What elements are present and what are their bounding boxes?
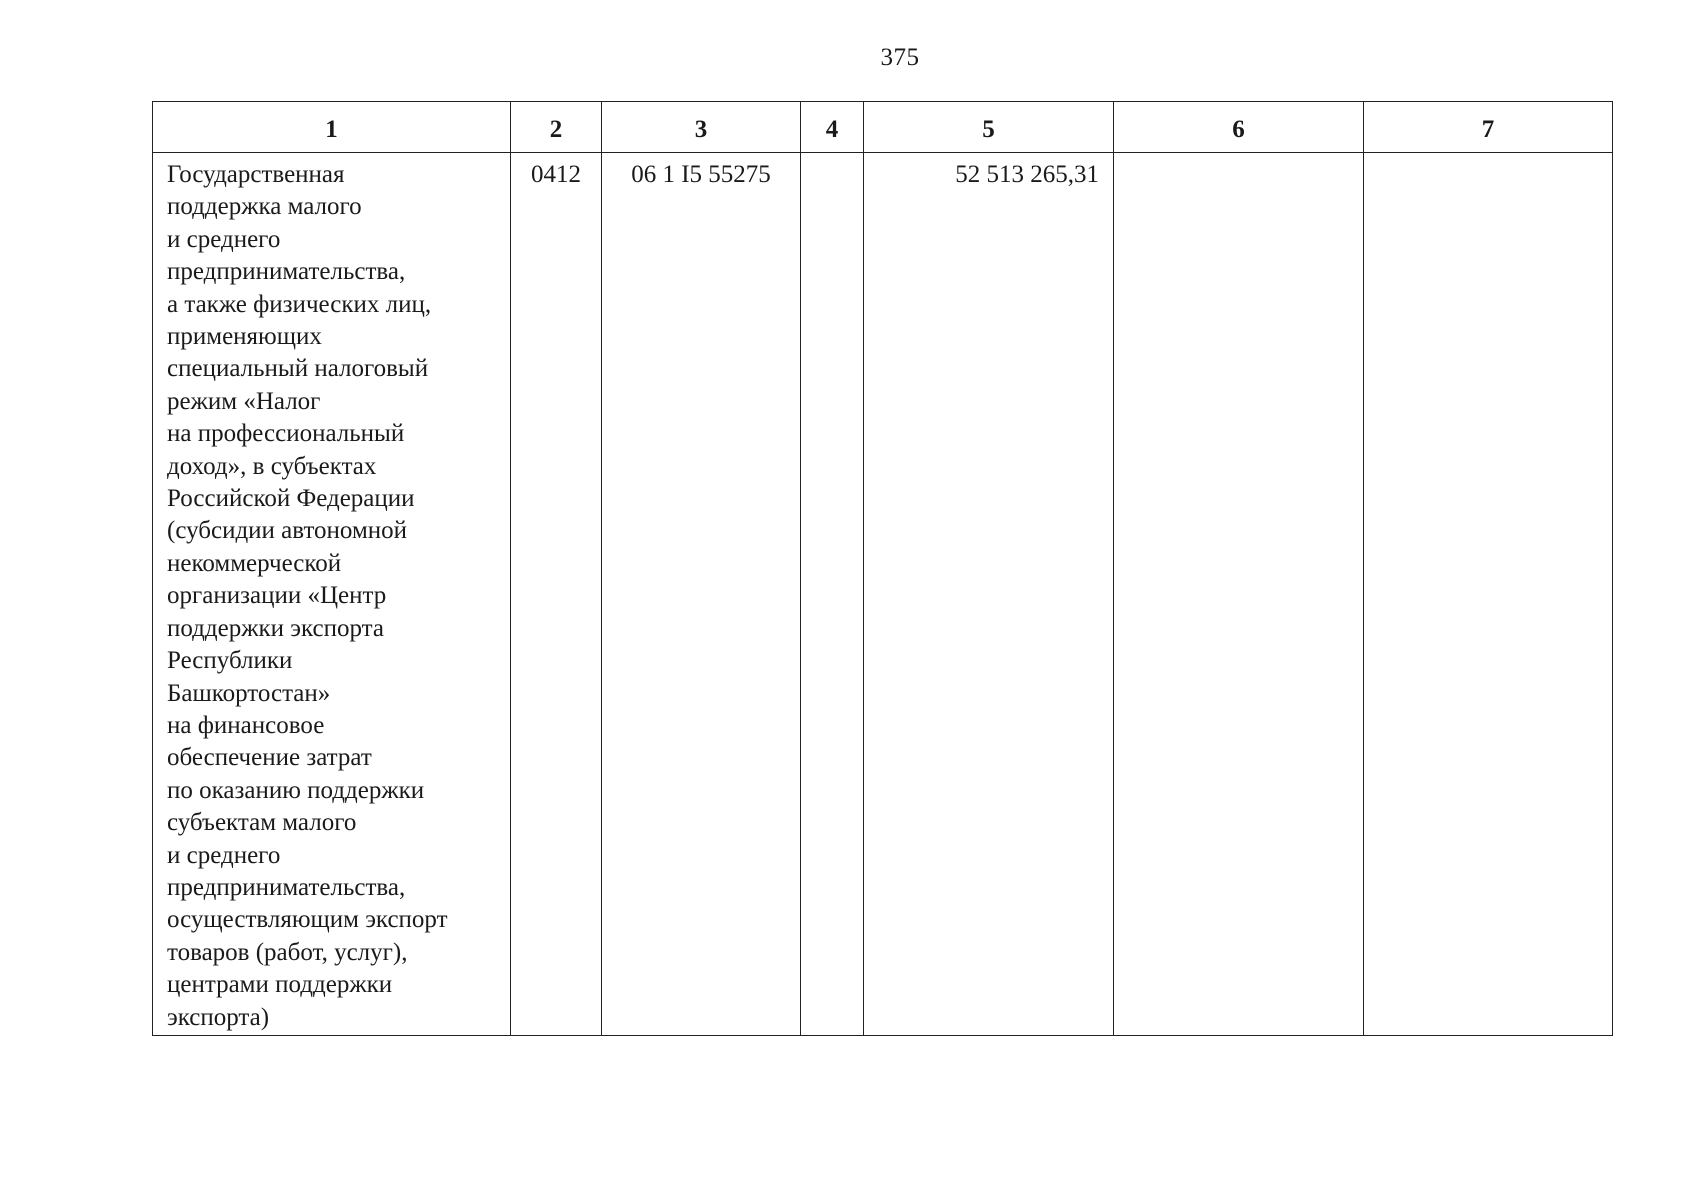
expense-name-cell	[153, 153, 511, 1036]
expense-name-line: Российской Федерации	[167, 485, 415, 513]
expense-name-line: по оказанию поддержки	[167, 776, 425, 804]
table-header-row	[153, 102, 1613, 153]
amount-cell-col6	[1114, 153, 1364, 1036]
expense-name-line: осуществляющим экспорт	[167, 906, 448, 934]
expense-name-line: предпринимательства,	[167, 258, 406, 286]
expense-name-line: и среднего	[167, 225, 281, 253]
expense-name-line: организации «Центр	[167, 582, 387, 610]
expense-name-line: доход», в субъектах	[167, 452, 377, 480]
column-header-6: 6	[1114, 102, 1364, 153]
page-number: 375	[880, 44, 920, 71]
expense-name-line: а также физических лиц,	[167, 290, 432, 318]
expense-name-line: специальный налоговый	[167, 355, 429, 383]
column-header-3: 3	[602, 102, 801, 153]
expense-name-line: (субсидии автономной	[167, 517, 408, 545]
expense-name-line: некоммерческой	[167, 549, 342, 577]
section-code-cell: 0412	[511, 153, 602, 1036]
amount-cell-col7	[1364, 153, 1613, 1036]
expense-name-line: обеспечение затрат	[167, 744, 372, 772]
expense-name-line: и среднего	[167, 841, 281, 869]
expense-name-line: Республики	[167, 647, 293, 675]
expense-name-line: центрами поддержки	[167, 971, 393, 999]
table-row	[153, 153, 1613, 1036]
expense-name-line: товаров (работ, услуг),	[167, 938, 408, 966]
expense-name-line: поддержки экспорта	[167, 614, 384, 642]
expense-type-cell	[801, 153, 864, 1036]
column-header-2: 2	[511, 102, 602, 153]
amount-cell-col5: 52 513 265,31	[864, 153, 1114, 1036]
expense-name-line: предпринимательства,	[167, 873, 406, 901]
expense-name-line: экспорта)	[167, 1003, 270, 1031]
expense-name-line: на финансовое	[167, 711, 325, 739]
target-code-cell: 06 1 I5 55275	[602, 153, 801, 1036]
expense-name-line: Государственная	[167, 161, 345, 188]
expense-name-line: на профессиональный	[167, 420, 405, 448]
column-header-1: 1	[153, 102, 511, 153]
expense-name-line: субъектам малого	[167, 809, 357, 837]
expense-name-line: режим «Налог	[167, 387, 321, 415]
expense-name-line: поддержка малого	[167, 193, 362, 221]
column-header-7: 7	[1364, 102, 1613, 153]
budget-table	[152, 101, 1613, 1036]
expense-name-line: Башкортостан»	[167, 679, 331, 707]
column-header-5: 5	[864, 102, 1114, 153]
expense-name-line: применяющих	[167, 323, 322, 351]
column-header-4: 4	[801, 102, 864, 153]
